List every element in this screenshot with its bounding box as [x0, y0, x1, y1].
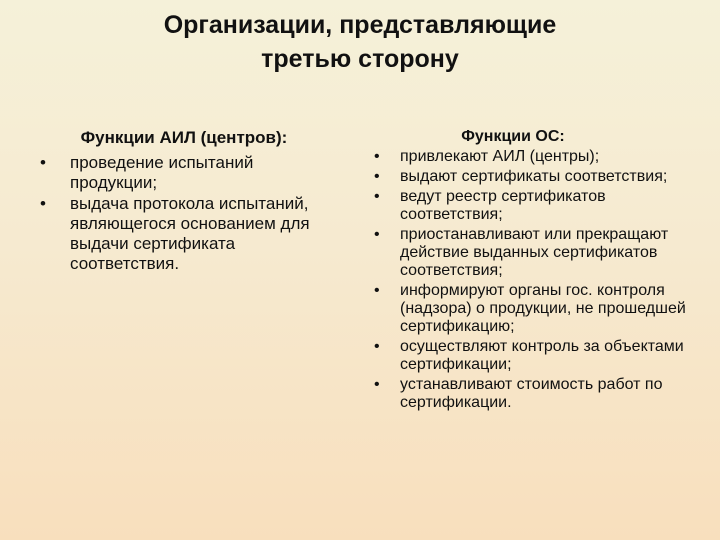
- bullet-icon: •: [374, 376, 380, 393]
- bullet-icon: •: [374, 338, 380, 355]
- list-item-text: выдача протокола испытаний, являющегося основанием для выдачи сертификата соответствия.: [70, 194, 310, 273]
- list-item-text: ведут реестр сертификатов соответствия;: [400, 188, 606, 223]
- list-item-text: выдают сертификаты соответствия;: [400, 168, 668, 185]
- list-item: [34, 194, 334, 274]
- list-item: [34, 153, 334, 193]
- bullet-icon: •: [374, 148, 380, 165]
- title-line-2: третью сторону: [261, 45, 459, 73]
- list-item-text: устанавливают стоимость работ по сертификации.: [400, 376, 663, 411]
- bullet-icon: •: [40, 153, 46, 172]
- bullet-icon: •: [374, 168, 380, 185]
- bullet-icon: •: [374, 188, 380, 205]
- list-item: [368, 148, 698, 166]
- ail-functions-heading: Функции АИЛ (центров):: [80, 128, 288, 147]
- os-functions-column: [368, 128, 698, 414]
- list-item: [368, 188, 698, 224]
- os-functions-list: [368, 148, 698, 412]
- list-item-text: информируют органы гос. контроля (надзора) о продукции, не прошедшей сертификацию;: [400, 282, 686, 335]
- list-item: [368, 168, 698, 186]
- bullet-icon: •: [374, 282, 380, 299]
- list-item-text: проведение испытаний продукции;: [70, 153, 254, 192]
- list-item-text: привлекают АИЛ (центры);: [400, 148, 600, 165]
- list-item: [368, 338, 698, 374]
- list-item-text: осуществляют контроль за объектами сертификации;: [400, 338, 684, 373]
- title-line-1: Организации, представляющие: [163, 11, 557, 39]
- ail-functions-column: [34, 128, 334, 275]
- slide-title: [0, 8, 720, 76]
- os-functions-heading: Функции ОС:: [461, 128, 565, 145]
- ail-functions-list: [34, 153, 334, 274]
- bullet-icon: •: [40, 194, 46, 213]
- bullet-icon: •: [374, 226, 380, 243]
- list-item: [368, 282, 698, 336]
- list-item: [368, 376, 698, 412]
- list-item: [368, 226, 698, 280]
- list-item-text: приостанавливают или прекращают действие выданных сертификатов соответствия;: [400, 226, 669, 279]
